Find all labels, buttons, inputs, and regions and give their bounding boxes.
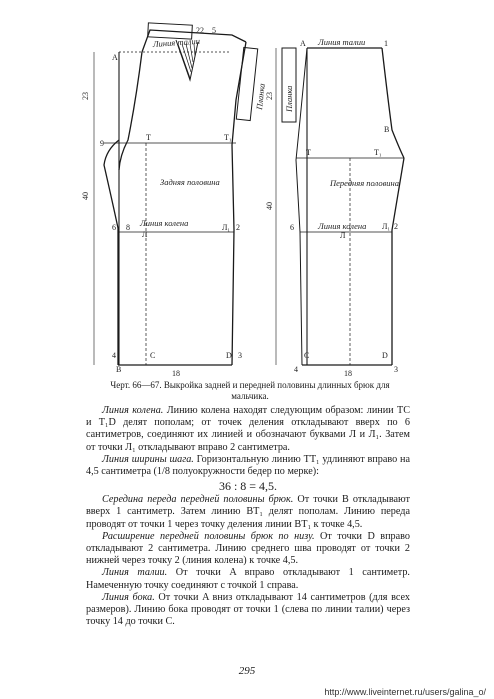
- front-pt-A: А: [300, 39, 306, 48]
- back-pt-8: 8: [126, 223, 130, 232]
- paragraph-knee: [86, 405, 410, 454]
- text-front-middle: От точки B откладывают вверх 1 сантиметр. Затем линию BT₁ делят пополам. Линию переда проводят от точки 1 через точку деления линии BT₁ к точке 4,5.: [86, 494, 410, 530]
- page-number: 295: [238, 665, 256, 677]
- term-front-middle: Середина переда передней половины брюк.: [102, 494, 294, 506]
- back-pt-L: Л: [142, 230, 148, 239]
- back-waist-label: Линия талии: [152, 35, 201, 49]
- back-half-label-1: [160, 177, 220, 187]
- back-pt-6: 6: [112, 223, 116, 232]
- back-inseam: [104, 140, 119, 365]
- front-knee-label: Линия колена: [318, 221, 367, 231]
- front-half-label: Передняя половина: [330, 178, 400, 188]
- text-step: Горизонтальную линию TT₁ удлиняют вправо на 4,5 сантиметра (1/8 полуокружности бедер по мерке):: [86, 453, 411, 478]
- back-pt-T: T: [146, 133, 151, 142]
- back-dart-hatch: [178, 44, 195, 78]
- back-pt-T1: T₁: [224, 133, 232, 142]
- front-pt-B: B: [384, 125, 390, 134]
- front-pt-L1: Л₁: [382, 222, 391, 231]
- back-pt-2a: 2: [236, 223, 240, 232]
- back-crotch-curve: [119, 52, 142, 170]
- front-pt-6: 6: [290, 223, 294, 232]
- front-strip-label: Планка: [284, 85, 294, 112]
- back-dim-18: 18: [172, 369, 180, 378]
- front-pt-D: D: [382, 351, 388, 360]
- back-pt-L1: Л₁: [222, 223, 231, 232]
- back-pt-D: D: [226, 351, 232, 360]
- front-fly-curve: [382, 48, 404, 158]
- text-widening: От точки D вправо откладывают 2 сантиметра. Линию среднего шва проводят от точки 2 нижней через точку 2 (линия колена) к точке 4,5.: [86, 530, 410, 567]
- front-pt-T: T: [306, 148, 311, 157]
- term-step: Линия ширины шага.: [102, 453, 194, 465]
- back-dim-40: 40: [81, 192, 90, 200]
- term-knee: Линия колена.: [102, 405, 164, 416]
- front-dim-40: 40: [265, 202, 274, 210]
- body-text: [86, 405, 410, 628]
- paragraph-side: [86, 592, 410, 629]
- front-dim-18: 18: [344, 369, 352, 378]
- paragraph-front-middle: [86, 494, 410, 531]
- term-side: Линия бока.: [102, 591, 155, 603]
- back-dim-23: 23: [81, 92, 90, 100]
- term-widening: Расширение передней половины брюк по низу.: [102, 530, 315, 542]
- term-waist: Линия талии.: [102, 567, 168, 579]
- front-pt-T1: T₁: [374, 148, 382, 157]
- back-strip-label: Планка: [254, 82, 267, 111]
- back-pt-4: 4: [112, 351, 116, 360]
- front-inseam: [392, 158, 404, 365]
- back-pt-9: 9: [100, 139, 104, 148]
- front-pt-4: 4: [294, 365, 298, 374]
- paragraph-waist: [86, 567, 410, 591]
- back-dim-22: 22: [196, 26, 204, 35]
- front-pt-3: 3: [394, 365, 398, 374]
- figure-caption: Черт. 66—67. Выкройка задней и передней половины длинных брюк для мальчика.: [110, 380, 390, 401]
- back-half-label: Задняя половина: [160, 177, 220, 187]
- back-knee-label: Линия колена: [140, 218, 189, 228]
- text-side: От точки A вниз откладывают 14 сантиметров (для всех размеров). Линию бока проводят от точки 1 (слева по линии талии) через точку 14 до точки C.: [86, 591, 410, 628]
- front-side-seam: [296, 48, 310, 365]
- back-pt-C: C: [150, 351, 156, 360]
- text-knee: Линию колена находят следующим образом: линии TC и T₁D делят пополам; от точек деления откладывают вверх по 6 сантиметров, соединяют их линией и обозначают буквами Л и Л₁. Затем от точки Л₁ откладывают вправо 2 сантиметра.: [86, 405, 410, 453]
- front-pt-L: Л: [340, 231, 346, 240]
- back-pt-3: 3: [238, 351, 242, 360]
- front-pt-2: 2: [394, 222, 398, 231]
- front-pt-1: 1: [384, 39, 388, 48]
- back-pt-A: А: [112, 53, 118, 62]
- text-waist: От точки A вправо откладывают 1 сантиметр. Намеченную точку соединяют с точкой 1 справа.: [86, 567, 410, 591]
- paragraph-step: [86, 454, 410, 478]
- formula: 36 : 8 = 4,5.: [218, 479, 278, 494]
- front-pt-C: C: [304, 351, 310, 360]
- paragraph-widening: [86, 531, 410, 568]
- front-dim-23: 23: [265, 92, 274, 100]
- back-dim-5: 5: [212, 26, 216, 35]
- back-pt-B: B: [116, 365, 122, 374]
- source-url: http://www.liveinternet.ru/users/galina_o/: [324, 687, 486, 697]
- front-waist-label: Линия талии: [318, 37, 366, 47]
